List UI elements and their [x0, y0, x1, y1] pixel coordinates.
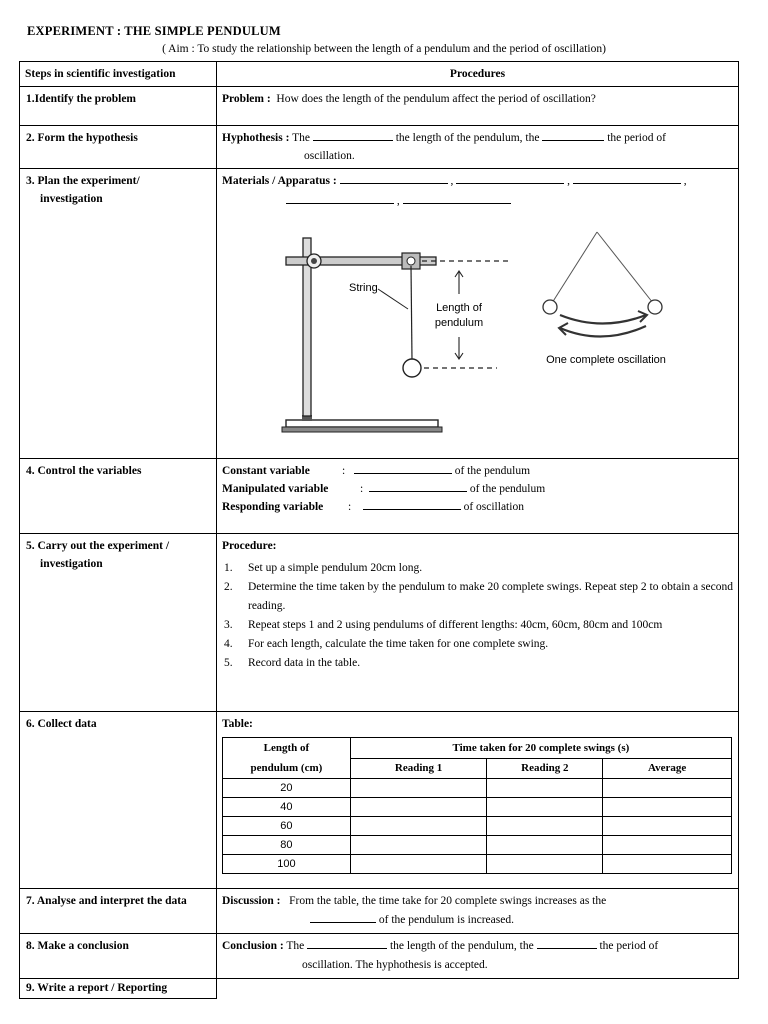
- table-row: [223, 817, 732, 836]
- responding-variable-suffix: of oscillation: [463, 501, 524, 513]
- manipulated-variable-blank[interactable]: [369, 480, 467, 492]
- step-3-label-b: investigation: [40, 193, 103, 205]
- step-7-content: [217, 889, 739, 934]
- step-7-label: 7. Analyse and interpret the data: [20, 889, 217, 934]
- procedure-text: For each length, calculate the time taken for one complete swing.: [248, 638, 549, 650]
- reading-1-cell[interactable]: [350, 817, 487, 836]
- string-pointer: [378, 289, 408, 309]
- step-5-label-a: 5. Carry out the experiment /: [26, 540, 170, 552]
- hypothesis-text-4: oscillation.: [304, 150, 355, 162]
- pendulum-string: [411, 266, 412, 360]
- boss-screw: [311, 258, 317, 264]
- procedure-heading: Procedure:: [222, 540, 277, 552]
- hypothesis-text-2: the length of the pendulum, the: [395, 132, 540, 144]
- procedure-number: 1.: [224, 562, 233, 574]
- procedure-text: Determine the time taken by the pendulum to make 20 complete swings. Repeat step 2 to obtain a second reading.: [248, 581, 733, 612]
- row-conclusion: [20, 934, 739, 979]
- procedure-item: [222, 635, 733, 654]
- step-6-label: 6. Collect data: [20, 712, 217, 889]
- row-reporting: [20, 979, 739, 999]
- responding-variable-label: Responding variable: [222, 501, 324, 513]
- length-cell: 100: [223, 855, 351, 874]
- stand-base: [286, 420, 438, 427]
- material-blank-5[interactable]: [403, 192, 511, 204]
- hypothesis-text-1: The: [292, 132, 310, 144]
- step-4-label: 4. Control the variables: [20, 459, 217, 534]
- step-2-label: 2. Form the hypothesis: [20, 126, 217, 169]
- procedure-item: [222, 654, 733, 673]
- procedure-text: Set up a simple pendulum 20cm long.: [248, 562, 423, 574]
- responding-variable-blank[interactable]: [363, 498, 461, 510]
- constant-variable-blank[interactable]: [354, 462, 452, 474]
- material-blank-2[interactable]: [456, 172, 564, 184]
- row-hypothesis: [20, 126, 739, 169]
- reading-2-cell[interactable]: [487, 836, 603, 855]
- step-2-content: [217, 126, 739, 169]
- clamp-screw: [407, 257, 415, 265]
- table-heading: Table:: [222, 718, 253, 730]
- hypothesis-text-3: the period of: [607, 132, 666, 144]
- swing-string-left: [552, 232, 597, 303]
- header-steps: Steps in scientific investigation: [20, 62, 217, 87]
- procedure-item: [222, 559, 733, 578]
- conclusion-text-4: oscillation. The hyphothesis is accepted.: [302, 959, 488, 971]
- row-collect-data: [20, 712, 739, 889]
- conclusion-text-1: The: [286, 940, 305, 952]
- average-header: Average: [603, 758, 732, 779]
- row-plan-experiment: [20, 169, 739, 459]
- row-analyse-data: [20, 889, 739, 934]
- length-cell: 60: [223, 817, 351, 836]
- pendulum-diagram: [222, 210, 742, 440]
- length-header-b: pendulum (cm): [250, 762, 323, 774]
- length-cell: 20: [223, 779, 351, 798]
- oscillation-label: One complete oscillation: [546, 354, 666, 366]
- materials-prefix: Materials / Apparatus :: [222, 175, 337, 187]
- reading-1-cell[interactable]: [350, 779, 487, 798]
- procedure-number: 5.: [224, 657, 233, 669]
- reading-2-cell[interactable]: [487, 798, 603, 817]
- string-label: String: [349, 282, 378, 294]
- table-row: [223, 779, 732, 798]
- procedure-item: [222, 616, 733, 635]
- constant-variable-label: Constant variable: [222, 465, 310, 477]
- step-9-label: 9. Write a report / Reporting: [20, 979, 217, 999]
- constant-variable-suffix: of the pendulum: [454, 465, 531, 477]
- table-row: [223, 836, 732, 855]
- discussion-text-1: From the table, the time take for 20 complete swings increases as the: [289, 895, 607, 907]
- reading-1-cell[interactable]: [350, 798, 487, 817]
- investigation-table: [19, 61, 739, 999]
- swing-string-right: [597, 232, 653, 303]
- conclusion-blank-1[interactable]: [307, 937, 387, 949]
- procedure-list: [222, 559, 733, 673]
- swing-bob-left: [543, 300, 557, 314]
- step-3-content: Materials / Apparatus : , , , , String Length of pendulum One complete oscillation: [217, 169, 739, 459]
- reading-2-cell[interactable]: [487, 779, 603, 798]
- step-5-content: [217, 534, 739, 712]
- step-9-empty: [217, 979, 739, 999]
- reading-1-header: Reading 1: [350, 758, 487, 779]
- step-5-label: [20, 534, 217, 712]
- manipulated-variable-suffix: of the pendulum: [469, 483, 546, 495]
- row-carry-out-experiment: [20, 534, 739, 712]
- procedure-number: 4.: [224, 638, 233, 650]
- step-4-content: Constant variable : of the pendulum Manipulated variable : of the pendulum Responding variable : of oscillation: [217, 459, 739, 534]
- reading-2-cell[interactable]: [487, 855, 603, 874]
- discussion-text-2: of the pendulum is increased.: [378, 914, 514, 926]
- page-title: EXPERIMENT : THE SIMPLE PENDULUM: [27, 24, 281, 38]
- step-5-label-b: investigation: [40, 558, 103, 570]
- length-cell: 40: [223, 798, 351, 817]
- material-blank-1[interactable]: [340, 172, 448, 184]
- length-column-header: [223, 738, 351, 779]
- table-row: [223, 798, 732, 817]
- manipulated-variable-label: Manipulated variable: [222, 483, 329, 495]
- discussion-blank[interactable]: [310, 911, 376, 923]
- table-row: [223, 855, 732, 874]
- reading-1-cell[interactable]: [350, 855, 487, 874]
- conclusion-blank-2[interactable]: [537, 937, 597, 949]
- procedure-number: 3.: [224, 619, 233, 631]
- step-3-label: [20, 169, 217, 459]
- conclusion-prefix: Conclusion :: [222, 940, 284, 952]
- conclusion-text-2: the length of the pendulum, the: [389, 940, 534, 952]
- stand-foot: [282, 427, 442, 432]
- swing-bob-right: [648, 300, 662, 314]
- step-1-label: 1.Identify the problem: [20, 87, 217, 126]
- average-cell[interactable]: [603, 836, 732, 855]
- average-cell[interactable]: [603, 855, 732, 874]
- length-label-a: Length of: [436, 302, 482, 314]
- hypothesis-blank-2[interactable]: [542, 129, 604, 141]
- average-cell[interactable]: [603, 779, 732, 798]
- row-control-variables: [20, 459, 739, 534]
- material-blank-3[interactable]: [573, 172, 681, 184]
- table-header-row: [20, 62, 739, 87]
- data-table: [222, 737, 732, 874]
- row-identify-problem: [20, 87, 739, 126]
- swing-arc-return: [560, 326, 646, 337]
- step-1-content: [217, 87, 739, 126]
- step-8-content: [217, 934, 739, 979]
- procedure-number: 2.: [224, 581, 233, 593]
- length-cell: 80: [223, 836, 351, 855]
- time-column-header: Time taken for 20 complete swings (s): [350, 738, 731, 759]
- step-6-content: [217, 712, 739, 889]
- header-procedures: Procedures: [217, 62, 739, 87]
- discussion-prefix: Discussion :: [222, 895, 281, 907]
- swing-arc-forward: [560, 315, 646, 324]
- reading-2-cell[interactable]: [487, 817, 603, 836]
- problem-text: How does the length of the pendulum affect the period of oscillation?: [276, 93, 596, 105]
- average-cell[interactable]: [603, 798, 732, 817]
- conclusion-text-3: the period of: [599, 940, 659, 952]
- procedure-text: Record data in the table.: [248, 657, 361, 669]
- pendulum-bob: [403, 359, 421, 377]
- step-8-label: 8. Make a conclusion: [20, 934, 217, 979]
- material-blank-4[interactable]: [286, 192, 394, 204]
- procedure-text: Repeat steps 1 and 2 using pendulums of different lengths: 40cm, 60cm, 80cm and 100cm: [248, 619, 663, 631]
- average-cell[interactable]: [603, 817, 732, 836]
- length-header-a: Length of: [263, 742, 310, 754]
- problem-prefix: Problem :: [222, 93, 271, 105]
- reading-1-cell[interactable]: [350, 836, 487, 855]
- reading-2-header: Reading 2: [487, 758, 603, 779]
- length-label-b: pendulum: [434, 317, 484, 329]
- step-3-label-a: 3. Plan the experiment/: [26, 175, 140, 187]
- aim-text: ( Aim : To study the relationship between the length of a pendulum and the period of oscillation): [162, 43, 606, 55]
- procedure-item: [222, 578, 733, 616]
- data-table-header-row: [223, 738, 732, 759]
- hypothesis-prefix: Hyphothesis :: [222, 132, 290, 144]
- hypothesis-blank-1[interactable]: [313, 129, 393, 141]
